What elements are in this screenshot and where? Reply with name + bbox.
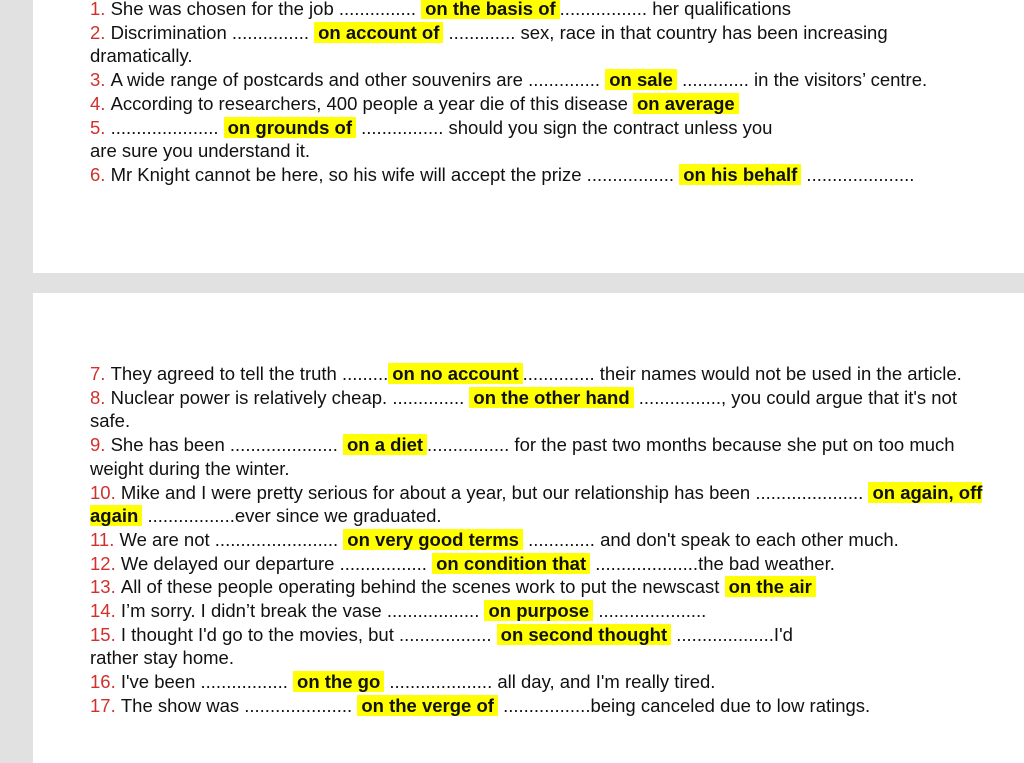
exercise-item (90, 599, 984, 623)
item-number: 4. (90, 92, 106, 114)
item-number: 15. (90, 623, 116, 645)
sentence-text: ................, you could argue that it's not safe. (90, 386, 957, 432)
exercise-item (90, 481, 984, 528)
exercise-item (90, 670, 984, 694)
highlighted-answer: on the go (293, 671, 384, 692)
exercise-item (90, 68, 984, 92)
sentence-text: Mike and I were pretty serious for about a year, but our relationship has been ..................... (120, 481, 869, 503)
exercise-item (90, 552, 984, 576)
sentence-text: According to researchers, 400 people a year die of this disease (110, 92, 633, 114)
highlighted-answer: on no account (388, 363, 522, 384)
exercise-item (90, 362, 984, 386)
sentence-text: ..................... (801, 163, 915, 185)
sentence-text: rather stay home. (90, 647, 234, 669)
item-number: 17. (90, 694, 116, 716)
exercise-item (90, 386, 984, 433)
sentence-text: are sure you understand it. (90, 140, 311, 162)
sentence-text: ............. and don't speak to each other much. (522, 528, 899, 550)
item-number: 8. (90, 386, 106, 408)
sentence-text: ............. in the visitors’ centre. (676, 69, 928, 91)
highlighted-answer: on the other hand (469, 387, 633, 408)
sentence-text: I thought I'd go to the movies, but .................. (120, 623, 497, 645)
sentence-text: .................ever since we graduated. (142, 505, 442, 527)
exercise-item (90, 694, 984, 718)
highlighted-answer: on the verge of (357, 695, 498, 716)
item-number: 6. (90, 163, 106, 185)
sentence-text: .................... all day, and I'm really tired. (384, 671, 716, 693)
sentence-text: ..................... (593, 600, 707, 622)
highlighted-answer: on condition that (432, 553, 590, 574)
exercise-item (90, 163, 984, 187)
exercise-item (90, 575, 984, 599)
highlighted-answer: on again, off again (90, 481, 983, 527)
document-page-2 (33, 293, 1024, 763)
exercise-item (90, 433, 984, 480)
sentence-text: ............. sex, race in that country has been increasing dramatically. (90, 21, 888, 67)
sentence-text: Nuclear power is relatively cheap. .............. (110, 386, 470, 408)
sentence-text: The show was ..................... (120, 694, 358, 716)
sentence-text: A wide range of postcards and other souvenirs are .............. (110, 69, 606, 91)
item-number: 2. (90, 21, 106, 43)
exercise-item (90, 528, 984, 552)
sentence-text: We are not ........................ (119, 528, 344, 550)
exercise-list-1 (90, 0, 984, 187)
highlighted-answer: on grounds of (224, 117, 356, 138)
highlighted-answer: on his behalf (679, 164, 801, 185)
sentence-text: Mr Knight cannot be here, so his wife will accept the prize ................. (110, 163, 680, 185)
exercise-item (90, 21, 984, 68)
sentence-text: ...................I'd (671, 623, 793, 645)
sentence-text: I've been ................. (120, 671, 294, 693)
sentence-text: All of these people operating behind the scenes work to put the newscast (120, 576, 725, 598)
exercise-item (90, 116, 984, 163)
highlighted-answer: on a diet (343, 434, 427, 455)
sentence-text: She has been ..................... (110, 434, 343, 456)
sentence-text: Discrimination ............... (110, 21, 315, 43)
item-number: 12. (90, 552, 116, 574)
highlighted-answer: on second thought (497, 624, 671, 645)
sentence-text: ................ for the past two months because she put on too much weight during the winter. (90, 434, 955, 479)
item-number: 10. (90, 481, 116, 503)
sentence-text: I’m sorry. I didn’t break the vase .................. (120, 600, 485, 622)
exercise-item (90, 0, 984, 21)
sentence-text: .................being canceled due to low ratings. (497, 694, 871, 716)
sentence-text: They agreed to tell the truth ......... (110, 363, 389, 384)
highlighted-answer: on average (633, 93, 739, 114)
item-number: 1. (90, 0, 106, 19)
exercise-item (90, 92, 984, 116)
item-number: 11. (90, 528, 115, 550)
item-number: 16. (90, 671, 116, 693)
sentence-text: ................. her qualifications (559, 0, 792, 19)
exercise-list-2 (90, 362, 984, 718)
item-number: 9. (90, 434, 106, 456)
highlighted-answer: on account of (314, 22, 443, 43)
highlighted-answer: on the air (725, 576, 816, 597)
sentence-text: ..................... (110, 116, 224, 138)
highlighted-answer: on sale (605, 69, 677, 90)
sentence-text: .............. their names would not be used in the article. (522, 363, 962, 384)
exercise-item (90, 623, 984, 670)
sentence-text: ................ should you sign the contract unless you (356, 116, 773, 138)
highlighted-answer: on purpose (484, 600, 593, 621)
document-page-1 (33, 0, 1024, 273)
highlighted-answer: on the basis of (421, 0, 560, 19)
sentence-text: We delayed our departure ................. (120, 552, 433, 574)
item-number: 5. (90, 116, 106, 138)
highlighted-answer: on very good terms (343, 529, 523, 550)
item-number: 3. (90, 69, 106, 91)
item-number: 14. (90, 600, 116, 622)
sentence-text: She was chosen for the job ............... (110, 0, 422, 19)
sentence-text: ....................the bad weather. (590, 552, 835, 574)
item-number: 13. (90, 576, 116, 598)
item-number: 7. (90, 363, 106, 384)
